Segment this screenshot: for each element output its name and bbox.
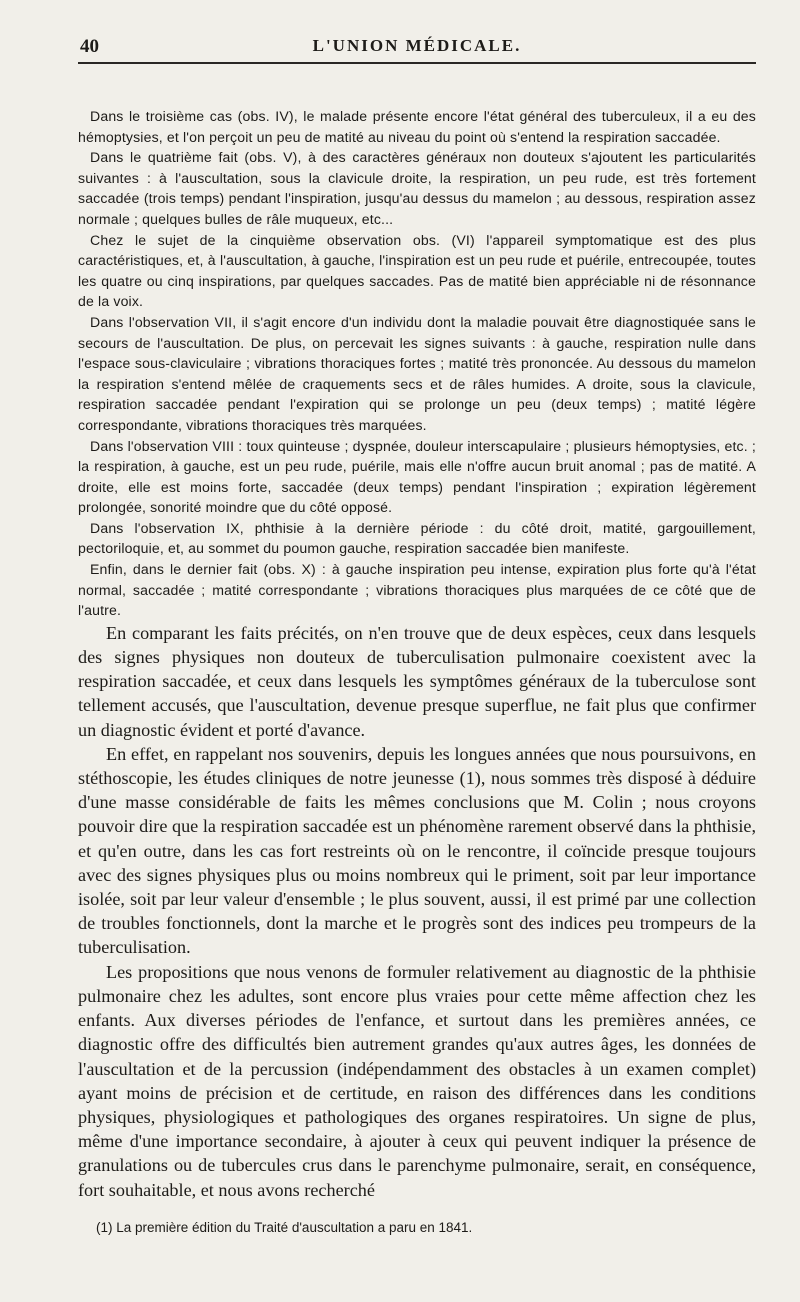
discussion-section xyxy=(78,621,756,1202)
paragraph-obs-10: Enfin, dans le dernier fait (obs. X) : à gauche inspiration peu intense, expiration plus forte qu'à l'état normal, saccadée ; matité correspondante ; vibrations thoraciques plus marquées de ce côté que de l'autre. xyxy=(78,561,756,619)
footnote: (1) La première édition du Traité d'auscultation a paru en 1841. xyxy=(96,1219,473,1235)
paragraph-comparison: En comparant les faits précités, on n'en trouve que de deux espèces, ceux dans lesquels des signes physiques non douteux de tuberculisation pulmonaire coexistent avec la respiration saccadée, et ceux dans lesquels les symptômes généraux de la tuberculose sont tellement accusés, que l'auscultation, devenue presque superflue, ne fait plus que confirmer un diagnostic évident et porté d'avance. xyxy=(78,622,756,740)
paragraph-obs-7: Dans l'observation VII, il s'agit encore d'un individu dont la maladie pouvait être diagnostiquée sans le secours de l'auscultation. De plus, on percevait les signes suivants : à gauche, respiration nulle dans l'espace sous-claviculaire ; vibrations thoraciques fortes ; matité très prononcée. Au dessous du mamelon la respiration s'entend mêlée de craquements secs et de râles humides. A droite, sous la clavicule, respiration saccadée pendant l'expiration qui se prolonge un peu (deux temps) ; matité légère correspondante, vibrations thoraciques très marquées. xyxy=(78,313,756,433)
paragraph-obs-5: Dans le quatrième fait (obs. V), à des caractères généraux non douteux s'ajoutent les particularités suivantes : à l'auscultation, sous la clavicule droite, la respiration, un peu rude, est très fortement saccadée (trois temps) pendant l'inspiration, jusqu'au dessus du mamelon ; au dessous, respiration assez normale ; quelques bulles de râle muqueux, etc... xyxy=(78,149,756,227)
paragraph-souvenirs: En effet, en rappelant nos souvenirs, depuis les longues années que nous poursuivons, en stéthoscopie, les études cliniques de notre jeunesse (1), nous sommes très disposé à déduire d'une masse considérable de faits les mêmes conclusions que M. Colin ; nous croyons pouvoir dire que la respiration saccadée est un phénomène rarement observé dans la phthisie, et qu'en outre, dans les cas fort restreints où on le rencontre, il coïncide presque toujours avec des signes physiques plus ou moins nombreux qui le priment, soit par leur importance isolée, soit par leur valeur d'ensemble ; le plus souvent, aussi, il est primé par une collection de troubles fonctionnels, dont la marche et le progrès sont des indices peu trompeurs de la tuberculisation. xyxy=(78,743,756,958)
paragraph-obs-4: Dans le troisième cas (obs. IV), le malade présente encore l'état général des tuberculeux, il a eu des hémoptysies, et l'on perçoit un peu de matité au niveau du point où s'entend la respiration saccadée. xyxy=(78,108,756,145)
paragraph-obs-9: Dans l'observation IX, phthisie à la dernière période : du côté droit, matité, gargouillement, pectoriloquie, et, au sommet du poumon gauche, respiration saccadée bien manifeste. xyxy=(78,519,756,557)
running-header xyxy=(78,30,756,64)
paragraph-obs-8: Dans l'observation VIII : toux quinteuse ; dyspnée, douleur interscapulaire ; plusieurs hémoptysies, etc. ; la respiration, à gauche, est un peu rude, puérile, mais elle n'offre aucun bruit anomal ; pas de matité. A droite, elle est moins forte, saccadée (deux temps) pendant l'inspiration ; expiration légèrement prolongée, sonorité moindre que du côté opposé. xyxy=(78,437,756,516)
paragraph-enfants: Les propositions que nous venons de formuler relativement au diagnostic de la phthisie pulmonaire chez les adultes, sont encore plus vraies pour cette même affection chez les enfants. Aux diverses périodes de l'enfance, et surtout dans les premières années, ce diagnostic offre des difficultés bien autrement grandes qu'aux autres âges, les données de l'auscultation et de la percussion (indépendamment des obstacles à un examen complet) ayant moins de précision et de certitude, en raison des différences dans les conditions physiques, physiologiques et pathologiques des organes respiratoires. Un signe de plus, même d'une importance secondaire, à ajouter à ceux qui peuvent indiquer la présence de granulations ou de tubercules crus dans le parenchyme pulmonaire, serait, en conséquence, fort souhaitable, et nous avons recherché xyxy=(78,961,756,1200)
journal-title: L'UNION MÉDICALE. xyxy=(312,36,522,55)
observations-section xyxy=(78,106,756,621)
paragraph-obs-6: Chez le sujet de la cinquième observation obs. (VI) l'appareil symptomatique est des plus caractéristiques, et, à l'auscultation, à gauche, l'inspiration est un peu rude et puérile, entrecoupée, toutes les quatre ou cinq inspirations, par quelques saccades. Pas de matité bien appréciable ni de résonnance de la voix. xyxy=(78,231,756,310)
page-number: 40 xyxy=(80,36,99,57)
